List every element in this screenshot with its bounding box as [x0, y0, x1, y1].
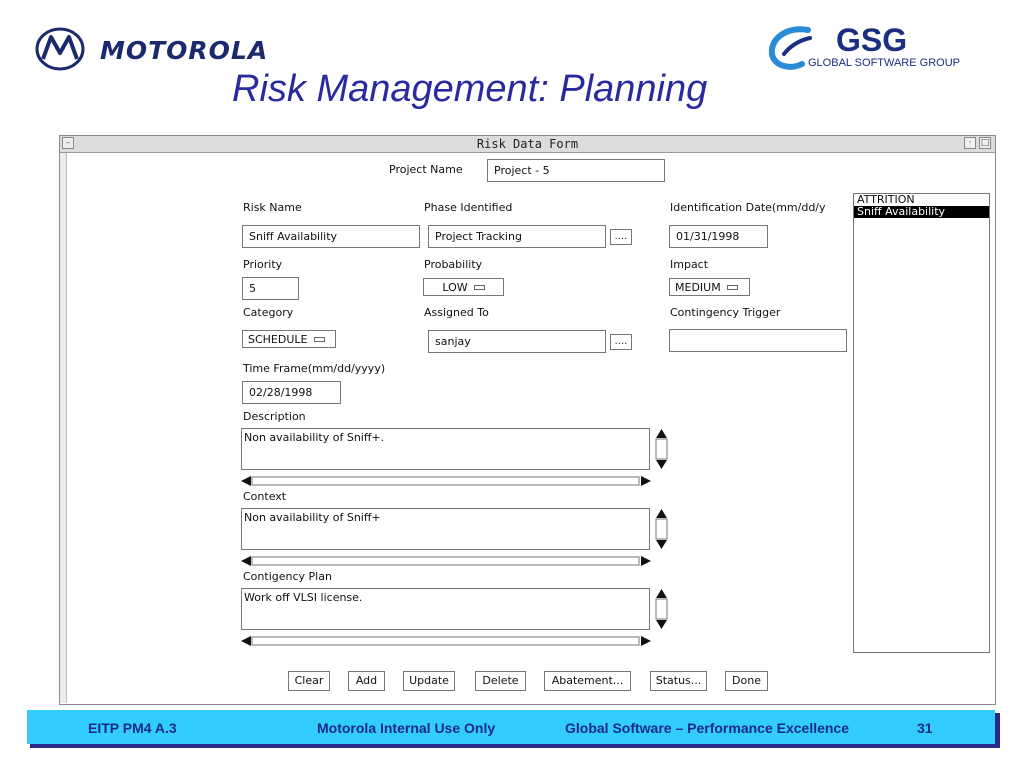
time-frame-label: Time Frame(mm/dd/yyyy) — [243, 362, 386, 375]
scroll-left-icon — [241, 636, 251, 646]
category-value: SCHEDULE — [248, 332, 308, 346]
add-button[interactable]: Add — [348, 671, 385, 691]
scroll-left-icon — [241, 556, 251, 566]
probability-select[interactable] — [423, 278, 504, 296]
contingency-plan-label: Contigency Plan — [243, 570, 332, 583]
phase-identified-field[interactable]: Project Tracking — [428, 225, 606, 248]
window-menu-icon[interactable]: – — [62, 137, 74, 149]
footer-organization: Global Software – Performance Excellence — [565, 720, 850, 736]
maximize-icon[interactable]: □ — [980, 138, 990, 148]
motorola-wordmark: MOTOROLA — [100, 36, 269, 65]
impact-value: MEDIUM — [675, 280, 721, 294]
gsg-swoosh-icon — [768, 24, 813, 72]
scroll-right-icon — [641, 636, 651, 646]
update-button[interactable]: Update — [403, 671, 455, 691]
gsg-abbr: GSG — [836, 22, 908, 58]
identification-date-label: Identification Date(mm/dd/y — [670, 201, 826, 214]
footer-course-code: EITP PM4 A.3 — [88, 720, 177, 736]
minimize-icon[interactable]: · — [964, 137, 976, 149]
identification-date-field[interactable]: 01/31/1998 — [669, 225, 768, 248]
footer-page-number: 31 — [917, 720, 933, 736]
status-button[interactable]: Status... — [650, 671, 707, 691]
delete-button[interactable]: Delete — [475, 671, 526, 691]
description-textarea[interactable]: Non availability of Sniff+. — [241, 428, 650, 470]
probability-label: Probability — [424, 258, 483, 271]
contingency-trigger-label: Contingency Trigger — [670, 306, 781, 319]
scroll-right-icon — [641, 556, 651, 566]
option-menu-indicator-icon — [314, 337, 325, 342]
project-name-label: Project Name — [389, 163, 463, 176]
risk-list-item-selected[interactable]: Sniff Availability — [854, 206, 989, 218]
description-vscrollbar[interactable] — [655, 428, 668, 470]
assigned-to-field[interactable]: sanjay — [428, 330, 606, 353]
time-frame-field[interactable]: 02/28/1998 — [242, 381, 341, 404]
scroll-right-icon — [641, 476, 651, 486]
option-menu-indicator-icon — [727, 285, 738, 290]
description-hscrollbar[interactable] — [241, 476, 651, 486]
scroll-down-icon — [656, 620, 667, 629]
done-button[interactable]: Done — [725, 671, 768, 691]
context-hscrollbar[interactable] — [241, 556, 651, 566]
clear-button[interactable]: Clear — [288, 671, 330, 691]
scroll-up-icon — [656, 589, 667, 598]
window-left-border — [60, 153, 67, 703]
abatement-button[interactable]: Abatement... — [544, 671, 631, 691]
scroll-up-icon — [656, 429, 667, 438]
category-select[interactable] — [242, 330, 336, 348]
scroll-down-icon — [656, 460, 667, 469]
plan-hscrollbar[interactable] — [241, 636, 651, 646]
scroll-left-icon — [241, 476, 251, 486]
impact-select[interactable] — [669, 278, 750, 296]
window-titlebar[interactable] — [60, 136, 995, 153]
gsg-group-name: GLOBAL SOFTWARE GROUP — [808, 57, 960, 69]
impact-label: Impact — [670, 258, 709, 271]
risk-list-item[interactable]: ATTRITION — [857, 193, 915, 206]
scroll-down-icon — [656, 540, 667, 549]
priority-label: Priority — [243, 258, 283, 271]
motorola-batwing-icon — [34, 26, 86, 72]
context-vscrollbar[interactable] — [655, 508, 668, 550]
window-title: Risk Data Form — [476, 137, 579, 151]
phase-lookup-button[interactable]: .... — [610, 229, 632, 245]
phase-identified-label: Phase Identified — [424, 201, 513, 214]
context-label: Context — [243, 490, 287, 503]
assigned-lookup-button[interactable]: .... — [610, 334, 632, 350]
priority-field[interactable]: 5 — [242, 277, 299, 300]
context-textarea[interactable]: Non availability of Sniff+ — [241, 508, 650, 550]
assigned-to-label: Assigned To — [424, 306, 489, 319]
contingency-plan-textarea[interactable]: Work off VLSI license. — [241, 588, 650, 630]
description-label: Description — [243, 410, 306, 423]
slide-title: Risk Management: Planning — [232, 68, 708, 110]
option-menu-indicator-icon — [474, 285, 485, 290]
risk-name-field[interactable]: Sniff Availability — [242, 225, 420, 248]
plan-vscrollbar[interactable] — [655, 588, 668, 630]
risk-list[interactable] — [853, 193, 990, 653]
probability-value: LOW — [442, 280, 468, 294]
contingency-trigger-field[interactable] — [669, 329, 847, 352]
scroll-up-icon — [656, 509, 667, 518]
project-name-field[interactable]: Project - 5 — [487, 159, 665, 182]
category-label: Category — [243, 306, 294, 319]
footer-classification: Motorola Internal Use Only — [317, 720, 496, 736]
risk-name-label: Risk Name — [243, 201, 302, 214]
